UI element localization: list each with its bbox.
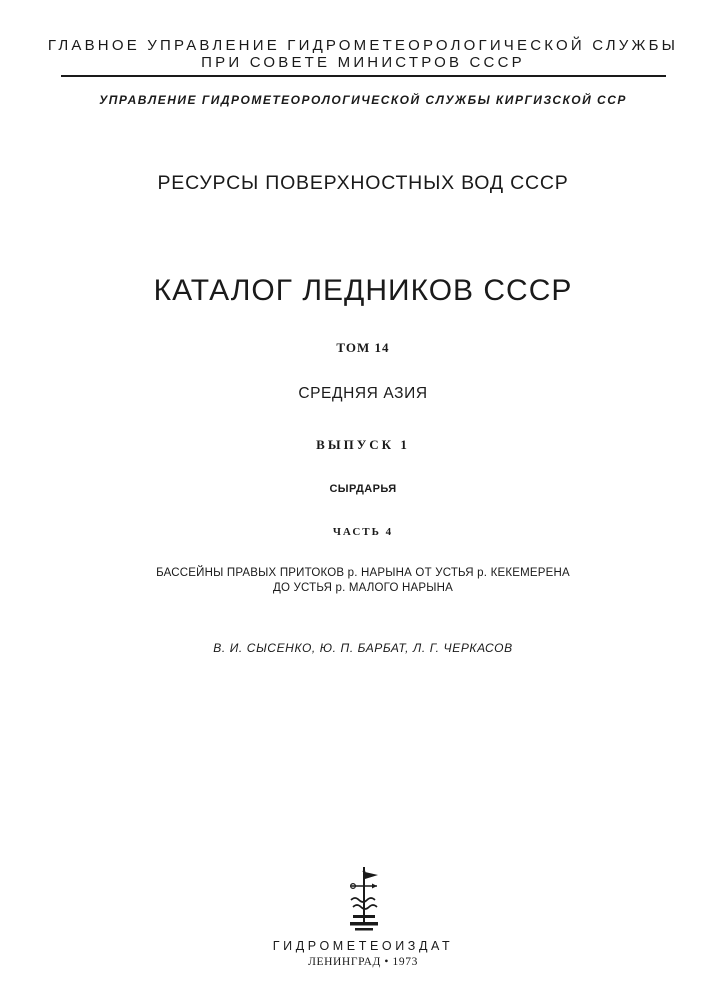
basins-line-2: ДО УСТЬЯ р. МАЛОГО НАРЫНА [272,582,453,594]
publisher-name: ГИДРОМЕТЕОИЗДАТ [272,939,454,953]
series-title: РЕСУРСЫ ПОВЕРХНОСТНЫХ ВОД СССР [157,172,569,194]
volume-label: ТОМ 14 [336,340,390,355]
issue-label: ВЫПУСК 1 [316,437,410,452]
subheader: УПРАВЛЕНИЕ ГИДРОМЕТЕОРОЛОГИЧЕСКОЙ СЛУЖБЫ КИРГИЗСКОЙ ССР [99,93,627,107]
basins-line-1: БАССЕЙНЫ ПРАВЫХ ПРИТОКОВ р. НАРЫНА ОТ УСТЬЯ р. КЕКЕМЕРЕНА [156,567,570,579]
header-line-1: ГЛАВНОЕ УПРАВЛЕНИЕ ГИДРОМЕТЕОРОЛОГИЧЕСКОЙ СЛУЖБЫ [47,37,679,54]
main-title: КАТАЛОГ ЛЕДНИКОВ СССР [153,274,573,307]
header-rule [61,75,666,77]
header-line-2: ПРИ СОВЕТЕ МИНИСТРОВ СССР [201,54,525,71]
river-label: СЫРДАРЬЯ [329,483,397,495]
region-label: СРЕДНЯЯ АЗИЯ [298,385,428,402]
part-label: ЧАСТЬ 4 [332,526,394,538]
publisher-logo-icon [349,866,379,932]
authors: В. И. СЫСЕНКО, Ю. П. БАРБАТ, Л. Г. ЧЕРКАСОВ [213,641,513,655]
publisher-city-year: ЛЕНИНГРАД • 1973 [308,956,418,968]
